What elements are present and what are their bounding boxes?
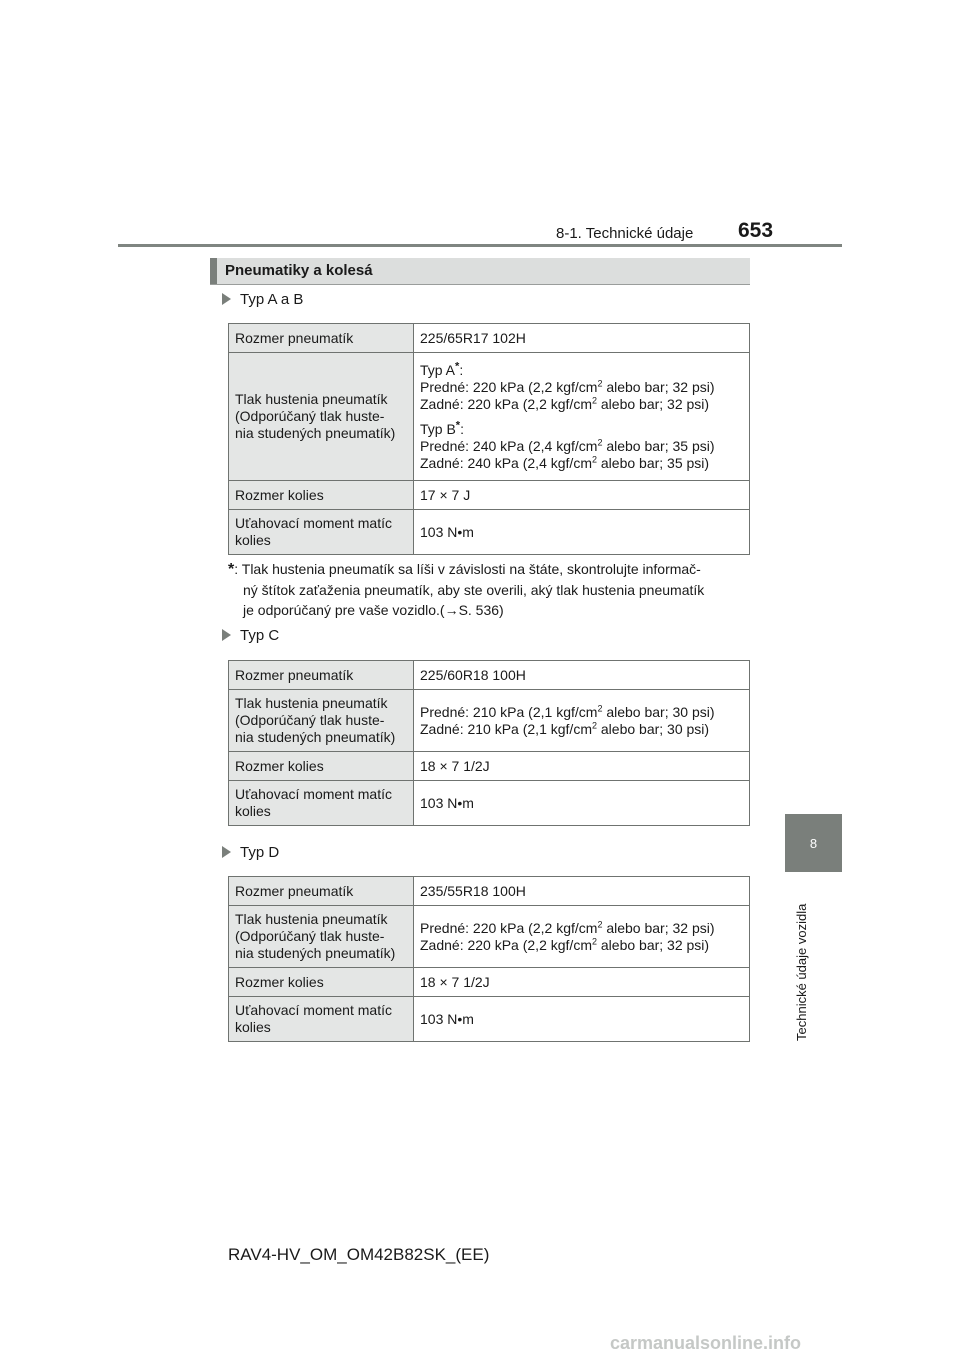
asterisk-mark: * xyxy=(455,418,461,431)
rear-suffix: alebo bar; 35 psi) xyxy=(597,454,710,471)
type-b-label xyxy=(420,418,743,438)
table-row xyxy=(229,752,750,781)
running-header-title: 8-1. Technické údaje xyxy=(556,225,694,242)
pressure-label xyxy=(229,690,414,752)
pressure-value xyxy=(414,353,750,481)
torque-label-line: kolies xyxy=(235,1019,271,1035)
table-row xyxy=(229,781,750,826)
superscript: 2 xyxy=(591,935,597,946)
table-row xyxy=(229,510,750,555)
superscript: 2 xyxy=(597,377,603,388)
rear-suffix: alebo bar; 32 psi) xyxy=(597,936,710,953)
rear-prefix: Zadné: 210 kPa (2,1 kgf/cm xyxy=(420,720,592,737)
front-prefix: Predné: 240 kPa (2,4 kgf/cm xyxy=(420,437,598,454)
type-a-rear xyxy=(420,396,743,413)
variant-heading-c xyxy=(222,627,279,644)
type-b-rear xyxy=(420,455,743,472)
footnote-text: : Tlak hustenia pneumatík sa líši v závislosti na štáte, skontrolujte informač- xyxy=(234,561,701,577)
rear-suffix: alebo bar; 30 psi) xyxy=(597,720,710,737)
variant-heading-text: Typ A a B xyxy=(240,291,304,308)
tire-table-c xyxy=(228,660,750,826)
footnote-line xyxy=(228,600,758,620)
tire-size-label: Rozmer pneumatík xyxy=(229,661,414,690)
wheel-size-value: 17 × 7 J xyxy=(414,481,750,510)
type-a-front xyxy=(420,379,743,396)
rear-prefix: Zadné: 220 kPa (2,2 kgf/cm xyxy=(420,395,592,412)
chapter-tab xyxy=(785,814,842,872)
pressure-label-line: nia studených pneumatík) xyxy=(235,425,396,441)
superscript: 2 xyxy=(591,394,597,405)
arrow-right-icon: → xyxy=(444,602,459,618)
tire-size-label: Rozmer pneumatík xyxy=(229,877,414,906)
front-prefix: Predné: 220 kPa (2,2 kgf/cm xyxy=(420,378,598,395)
asterisk-mark: * xyxy=(455,359,460,372)
variant-heading-d xyxy=(222,844,279,861)
section-heading-bar xyxy=(210,258,217,284)
header-divider xyxy=(118,244,842,247)
front-suffix: alebo bar; 32 psi) xyxy=(602,919,715,936)
type-b-front xyxy=(420,438,743,455)
torque-label-line: kolies xyxy=(235,532,271,548)
torque-label-line: Uťahovací moment matíc xyxy=(235,515,392,531)
table-row xyxy=(229,690,750,752)
rear-prefix: Zadné: 220 kPa (2,2 kgf/cm xyxy=(420,936,592,953)
rear-prefix: Zadné: 240 kPa (2,4 kgf/cm xyxy=(420,454,592,471)
wheel-size-value: 18 × 7 1/2J xyxy=(414,968,750,997)
front-suffix: alebo bar; 35 psi) xyxy=(602,437,715,454)
pressure-label-line: (Odporúčaný tlak huste- xyxy=(235,712,385,728)
table-row xyxy=(229,968,750,997)
pressure-label-line: Tlak hustenia pneumatík xyxy=(235,391,388,407)
tire-size-value: 235/55R18 100H xyxy=(414,877,750,906)
variant-heading-text: Typ D xyxy=(240,844,280,861)
torque-label-line: Uťahovací moment matíc xyxy=(235,786,392,802)
superscript: 2 xyxy=(597,702,603,713)
torque-label xyxy=(229,510,414,555)
torque-label xyxy=(229,781,414,826)
watermark: carmanualsonline.info xyxy=(610,1333,802,1353)
torque-label xyxy=(229,997,414,1042)
torque-label-line: kolies xyxy=(235,803,271,819)
front-pressure xyxy=(420,920,743,937)
pressure-value xyxy=(414,690,750,752)
front-pressure xyxy=(420,704,743,721)
table-row xyxy=(229,877,750,906)
table-row xyxy=(229,353,750,481)
triangle-bullet-icon xyxy=(222,293,231,305)
chapter-title-vertical xyxy=(794,883,814,1041)
torque-label-line: Uťahovací moment matíc xyxy=(235,1002,392,1018)
type-a-label xyxy=(420,359,743,379)
table-row xyxy=(229,997,750,1042)
torque-value: 103 N•m xyxy=(414,997,750,1042)
wheel-size-label: Rozmer kolies xyxy=(229,752,414,781)
torque-value: 103 N•m xyxy=(414,510,750,555)
rear-suffix: alebo bar; 32 psi) xyxy=(597,395,710,412)
triangle-bullet-icon xyxy=(222,629,231,641)
tire-size-label: Rozmer pneumatík xyxy=(229,324,414,353)
rear-pressure xyxy=(420,937,743,954)
section-heading xyxy=(210,258,750,285)
footnote-marker: * xyxy=(228,561,235,578)
pressure-label xyxy=(229,353,414,481)
front-suffix: alebo bar; 30 psi) xyxy=(602,703,715,720)
variant-heading-text: Typ C xyxy=(240,627,280,644)
page-number: 653 xyxy=(738,219,774,242)
rear-pressure xyxy=(420,721,743,738)
table-row xyxy=(229,481,750,510)
colon: : xyxy=(460,420,464,437)
colon: : xyxy=(459,361,464,378)
tire-size-value: 225/60R18 100H xyxy=(414,661,750,690)
chapter-title: Technické údaje vozidla xyxy=(794,903,809,1041)
footnote-line xyxy=(228,559,758,580)
table-row xyxy=(229,906,750,968)
pressure-label-line: Tlak hustenia pneumatík xyxy=(235,911,388,927)
type-b-label-text: Typ B xyxy=(420,420,456,437)
footnote xyxy=(228,559,758,620)
type-a-label-text: Typ A xyxy=(420,361,456,378)
wheel-size-label: Rozmer kolies xyxy=(229,481,414,510)
superscript: 2 xyxy=(591,719,597,730)
chapter-number: 8 xyxy=(809,835,818,851)
triangle-bullet-icon xyxy=(222,846,231,858)
pressure-label xyxy=(229,906,414,968)
pressure-label-line: Tlak hustenia pneumatík xyxy=(235,695,388,711)
tire-size-value: 225/65R17 102H xyxy=(414,324,750,353)
footnote-line: ný štítok zaťaženia pneumatík, aby ste overili, aký tlak hustenia pneumatík xyxy=(243,582,705,598)
pressure-label-line: nia studených pneumatík) xyxy=(235,729,396,745)
front-prefix: Predné: 220 kPa (2,2 kgf/cm xyxy=(420,919,598,936)
tire-table-ab xyxy=(228,323,750,555)
front-prefix: Predné: 210 kPa (2,1 kgf/cm xyxy=(420,703,598,720)
wheel-size-value: 18 × 7 1/2J xyxy=(414,752,750,781)
section-title: Pneumatiky a kolesá xyxy=(225,262,373,279)
superscript: 2 xyxy=(591,453,597,464)
pressure-value xyxy=(414,906,750,968)
pressure-label-line: (Odporúčaný tlak huste- xyxy=(235,408,385,424)
tire-table-d xyxy=(228,876,750,1042)
table-row xyxy=(229,324,750,353)
table-row xyxy=(229,661,750,690)
wheel-size-label: Rozmer kolies xyxy=(229,968,414,997)
superscript: 2 xyxy=(597,436,603,447)
variant-heading-ab xyxy=(222,291,303,308)
torque-value: 103 N•m xyxy=(414,781,750,826)
front-suffix: alebo bar; 32 psi) xyxy=(602,378,715,395)
footnote-text: je odporúčaný pre vaše vozidlo.( xyxy=(243,602,445,618)
pressure-label-line: nia studených pneumatík) xyxy=(235,945,396,961)
pressure-label-line: (Odporúčaný tlak huste- xyxy=(235,928,385,944)
superscript: 2 xyxy=(597,918,603,929)
document-code: RAV4-HV_OM_OM42B82SK_(EE) xyxy=(228,1245,490,1264)
page-reference-link[interactable]: S. 536) xyxy=(458,602,504,618)
